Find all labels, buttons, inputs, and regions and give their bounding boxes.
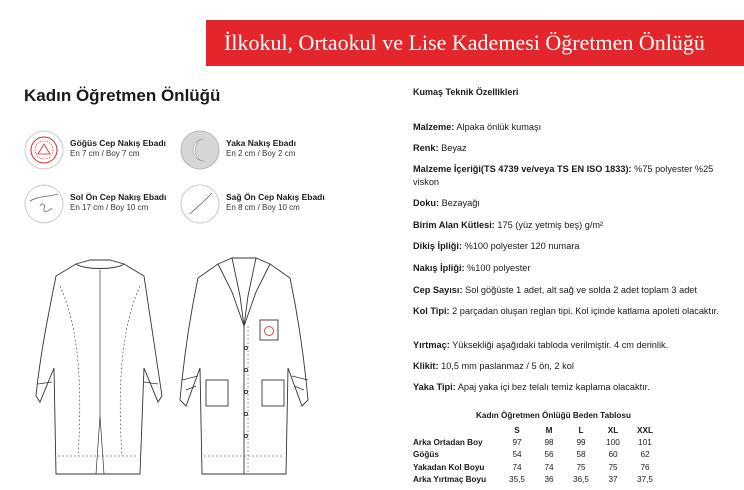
row-value: %100 polyester [464, 263, 531, 273]
row-value: %100 polyester 120 numara [462, 241, 580, 251]
table-row [413, 461, 661, 473]
table-row [413, 436, 661, 448]
fabric-row [413, 197, 733, 210]
fabric-row [413, 142, 733, 155]
stitch-line-icon [24, 184, 64, 224]
size-cell: 74 [544, 462, 554, 472]
size-cell: 75 [608, 462, 618, 472]
row-key: Dikiş İpliği: [413, 241, 463, 251]
crescent-icon [180, 130, 220, 170]
size-cell: 37,5 [637, 475, 653, 485]
size-cell: 74 [512, 462, 522, 472]
fabric-row [413, 339, 733, 352]
spec-size: En 17 cm / Boy 10 cm [70, 203, 149, 212]
fabric-row [413, 360, 733, 373]
fabric-row [413, 219, 733, 232]
row-key: Yırtmaç: [413, 340, 450, 350]
spec-size: En 7 cm / Boy 7 cm [70, 149, 140, 158]
size-cell: 100 [606, 438, 620, 448]
row-value: Apaj yaka içi bez telalı temiz kaplama olacaktır. [455, 382, 650, 392]
row-key: Renk: [413, 143, 439, 153]
back-view [36, 260, 162, 474]
fabric-row [413, 163, 733, 189]
size-cell: 62 [640, 450, 650, 460]
stitch-line-icon [180, 184, 220, 224]
fabric-row [413, 262, 733, 275]
size-table [413, 424, 661, 486]
fabric-row [413, 305, 733, 318]
row-value: Beyaz [438, 143, 467, 153]
garment-title: Kadın Öğretmen Önlüğü [24, 86, 221, 105]
size-table-header [413, 424, 661, 436]
row-key: Kol Tipi: [413, 306, 450, 316]
spec-size: En 8 cm / Boy 10 cm [226, 203, 300, 212]
spec-chest-pocket [24, 130, 166, 170]
size-col-header: S [514, 425, 520, 435]
size-cell: 37 [608, 475, 618, 485]
fabric-row [413, 240, 733, 253]
size-cell: 75 [576, 462, 586, 472]
row-key: Malzeme: [413, 122, 455, 132]
size-cell: 56 [544, 450, 554, 460]
row-value: Alpaka önlük kumaşı [454, 122, 542, 132]
size-cell: 99 [576, 438, 586, 448]
fabric-row [413, 284, 733, 297]
emblem-icon [24, 130, 64, 170]
fabric-heading: Kumaş Teknik Özellikleri [413, 87, 519, 97]
row-value: %75 polyester %25 viskon [413, 164, 714, 187]
row-key: Nakış İpliği: [413, 263, 465, 273]
table-row [413, 449, 661, 461]
size-cell: 101 [638, 438, 652, 448]
spec-label: Göğüs Cep Nakış Ebadı [70, 138, 166, 148]
size-col-header: XXL [637, 425, 653, 435]
spec-right-front-pocket [180, 184, 325, 224]
spec-label: Sol Ön Cep Nakış Ebadı [70, 192, 167, 202]
size-cell: 36,5 [573, 475, 589, 485]
spec-left-front-pocket [24, 184, 166, 224]
size-cell: 58 [576, 450, 586, 460]
front-view [180, 258, 308, 474]
row-key: Malzeme İçeriği(TS 4739 ve/veya TS EN ISO 1833): [413, 164, 632, 174]
garment-technical-drawing [18, 256, 318, 484]
row-value: Bezayağı [439, 198, 480, 208]
row-key: Klikit: [413, 361, 439, 371]
size-cell: 98 [544, 438, 554, 448]
fabric-row [413, 121, 733, 134]
size-col-header: L [578, 425, 584, 435]
size-cell: 36 [544, 475, 554, 485]
size-cell: 35,5 [509, 475, 525, 485]
row-label: Arka Ortadan Boy [413, 438, 483, 448]
page-banner [206, 20, 744, 66]
spec-label: Sağ Ön Cep Nakış Ebadı [226, 192, 325, 202]
row-key: Yaka Tipi: [413, 382, 456, 392]
size-cell: 60 [608, 450, 618, 460]
fabric-row [413, 381, 733, 394]
size-cell: 97 [512, 438, 522, 448]
row-key: Doku: [413, 198, 440, 208]
row-label: Arka Yırtmaç Boyu [413, 475, 487, 485]
row-label: Göğüs [413, 450, 439, 460]
size-table-title: Kadın Öğretmen Önlüğü Beden Tablosu [476, 411, 631, 420]
row-value: 10,5 mm paslanmaz / 5 ön, 2 kol [438, 361, 574, 371]
row-value: 2 parçadan oluşan reglan tipi. Kol içinde katlama apoleti olacaktır. [449, 306, 719, 316]
spec-size: En 2 cm / Boy 2 cm [226, 149, 296, 158]
row-key: Cep Sayısı: [413, 285, 463, 295]
banner-title: İlkokul, Ortaokul ve Lise Kademesi Öğretmen Önlüğü [224, 30, 705, 55]
row-value: Yüksekliği aşağıdaki tabloda verilmiştir. 4 cm derinlik. [449, 340, 669, 350]
table-row [413, 474, 661, 486]
spec-collar [180, 130, 296, 170]
size-cell: 76 [640, 462, 650, 472]
size-col-header: M [545, 425, 553, 435]
row-label: Yakadan Kol Boyu [413, 462, 485, 472]
row-key: Birim Alan Kütlesi: [413, 220, 495, 230]
row-value: Sol göğüste 1 adet, alt sağ ve solda 2 adet toplam 3 adet [462, 285, 697, 295]
row-value: 175 (yüz yetmiş beş) g/m² [494, 220, 604, 230]
size-col-header: XL [607, 425, 619, 435]
spec-label: Yaka Nakış Ebadı [226, 138, 296, 148]
size-cell: 54 [512, 450, 522, 460]
